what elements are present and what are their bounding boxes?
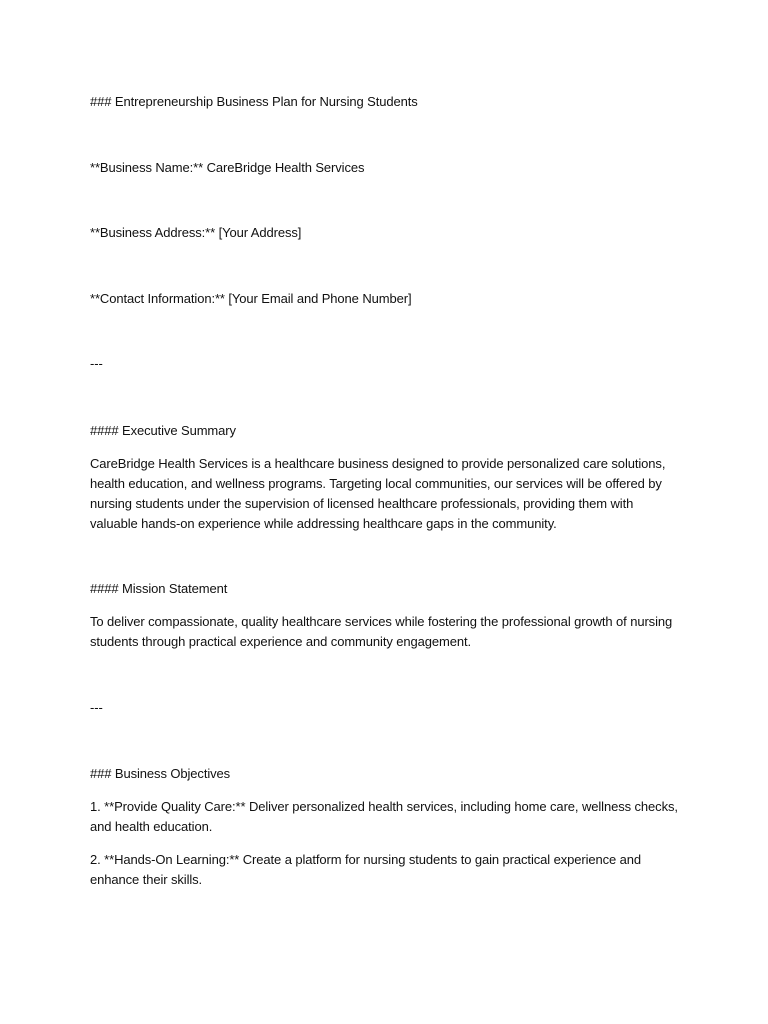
- contact-information-line: **Contact Information:** [Your Email and Phone Number]: [90, 291, 412, 306]
- mission-statement-paragraph: [90, 612, 690, 652]
- paragraph-line: students through practical experience and community engagement.: [90, 634, 472, 649]
- paragraph-line: CareBridge Health Services is a healthcare business designed to provide personalized care solutions,: [90, 456, 666, 471]
- business-objectives-heading: ### Business Objectives: [90, 766, 231, 781]
- paragraph-line: health education, and wellness programs. Targeting local communities, our services will be offered by: [90, 476, 662, 491]
- mission-statement-heading: #### Mission Statement: [90, 581, 228, 596]
- objective-list-item: [90, 850, 690, 890]
- business-name-line: **Business Name:** CareBridge Health Services: [90, 160, 365, 175]
- section-divider: ---: [90, 356, 103, 371]
- section-divider: ---: [90, 700, 103, 715]
- executive-summary-paragraph: [90, 454, 690, 534]
- list-item-line: 1. **Provide Quality Care:** Deliver personalized health services, including home care, wellness checks,: [90, 799, 678, 814]
- paragraph-line: To deliver compassionate, quality healthcare services while fostering the professional growth of nursing: [90, 614, 673, 629]
- list-item-line: and health education.: [90, 819, 213, 834]
- executive-summary-heading: #### Executive Summary: [90, 423, 236, 438]
- document-title: ### Entrepreneurship Business Plan for Nursing Students: [90, 94, 418, 109]
- paragraph-line: nursing students under the supervision of licensed healthcare professionals, providing them with: [90, 496, 634, 511]
- list-item-line: 2. **Hands-On Learning:** Create a platform for nursing students to gain practical experience and: [90, 852, 642, 867]
- paragraph-line: valuable hands-on experience while addressing healthcare gaps in the community.: [90, 516, 557, 531]
- list-item-line: enhance their skills.: [90, 872, 203, 887]
- business-address-line: **Business Address:** [Your Address]: [90, 225, 302, 240]
- objective-list-item: [90, 797, 690, 837]
